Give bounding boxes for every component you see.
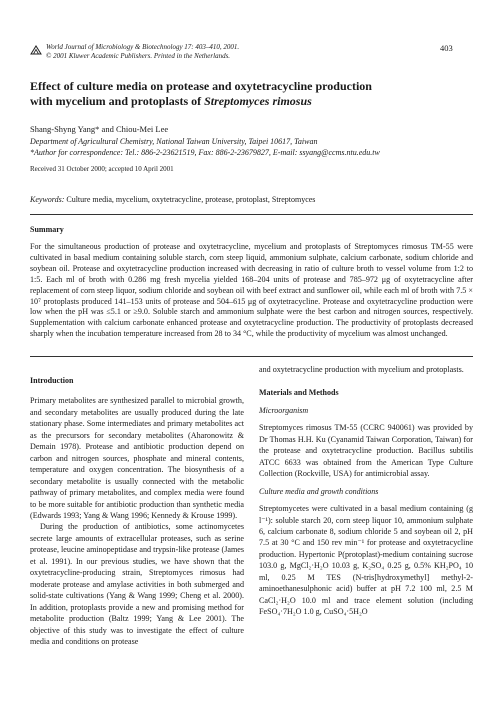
article-title: [30, 79, 460, 108]
title-species: Streptomyces rimosus: [204, 93, 312, 108]
culture-media-subheading: Culture media and growth conditions: [259, 486, 379, 496]
title-line-2: [30, 94, 460, 109]
introduction-heading: Introduction: [30, 376, 74, 385]
divider-bottom: [30, 356, 473, 357]
microorganism-subheading: Microorganism: [259, 405, 309, 415]
correspondence: *Author for correspondence: Tel.: 886-2-23621519, Fax: 886-2-23679827, E-mail: ssyang@ccms.ntu.edu.tw: [30, 147, 380, 157]
divider-top: [30, 214, 473, 215]
page-number: 403: [440, 43, 453, 53]
intro-paragraph-1: Primary metabolites are synthesized parallel to microbial growth, and secondary metabolites are usually produced during the late stationary phase. Some intermediates and primary metabolites act as the precursors for secondary metabolites (Aharonowitz & Demain 1978). Protease and antibiotic production depend on carbon and nitrogen sources, phosphate and mineral contents, temperature and oxygen concentration. The biosynthesis of a secondary metabolite is usually connected with the metabolic pathway of primary metabolites, and complex media were found to be more suitable for antibiotic production than synthetic media (Edwards 1993; Yang & Wang 1996; Kennedy & Krouse 1999).: [30, 396, 244, 520]
summary-text: For the simultaneous production of protease and oxytetracycline, mycelium and protoplasts of Streptomyces rimosus TM-55 were cultivated in basal medium containing soluble starch, corn steep liquid, ammonium sulphate, calcium carbonate, sodium chloride and soybean oil. Protease and oxytetracycline production increased with decreasing in ratio of culture broth to vessel volume from 1:2 to 1:5. Each ml of broth with 0.286 mg fresh mycelia yielded 168–204 units of protease and 785–972 μg of oxytetracycline after replacement of corn steep liquor, sodium chloride and soybean oil with beef extract and sunflower oil, while each ml of broth with 7.5 × 10⁷ protoplasts produced 141–153 units of protease and 504–615 μg of oxytetracycline. Protease and oxytetracycline production were low when the pH was ≤5.1 or ≥9.0. Soluble starch and ammonium sulphate were the best carbon and nitrogen sources, respectively. Supplementation with calcium carbonate enhanced protease and oxytetracycline production. The productivity of protoplasts decreased sharply when the incubation temperature increased from 28 to 34 °C, while the productivity of mycelium was almost unchanged.: [30, 242, 473, 339]
intro-paragraph-2: During the production of antibiotics, some actinomycetes secrete large amounts of extracellular proteases, such as serine protease, leucine aminopeptidase and trypsin-like protease (James et al. 1991). In our previous studies, we have shown that the oxytetracycline-producing strain, Streptomyces rimosus had moderate protease and amylase activities in both submerged and solid-state cultivations (Yang & Wang 1999; Cheng et al. 2000). In addition, protoplasts provide a new and promising method for metabolite production (Baltz 1999; Yang & Lee 2001). The objective of this study was to investigate the effect of culture media and conditions on protease: [30, 522, 244, 646]
copyright-line: © 2001 Kluwer Academic Publishers. Printed in the Netherlands.: [46, 51, 231, 60]
intro-continuation: and oxytetracycline production with mycelium and protoplasts.: [259, 365, 464, 374]
affiliation-block: [30, 137, 470, 158]
methods-heading: Materials and Methods: [259, 388, 339, 398]
title-line-2-prefix: with mycelium and protoplasts of: [30, 93, 205, 108]
title-line-1: Effect of culture media on protease and oxytetracycline production: [30, 79, 372, 93]
journal-line: World Journal of Microbiology & Biotechnology 17: 403–410, 2001.: [46, 43, 240, 51]
keywords-label: Keywords:: [30, 195, 65, 204]
summary-heading: Summary: [30, 225, 64, 234]
authors: Shang-Shyng Yang* and Chiou-Mei Lee: [30, 124, 169, 134]
publisher-logo-icon: [30, 44, 42, 56]
affiliation: Department of Agricultural Chemistry, National Taiwan University, Taipei 10617, Taiwan: [30, 137, 318, 146]
running-header: [46, 43, 366, 60]
keywords: [30, 195, 315, 204]
keywords-list: Culture media, mycelium, oxytetracycline, protease, protoplast, Streptomyces: [66, 195, 316, 204]
right-column: [259, 364, 473, 618]
microorganism-paragraph: Streptomyces rimosus TM-55 (CCRC 940061) was provided by Dr Thomas H.H. Ku (Cyanamid Taiwan Corporation, Taiwan) for the protease and oxytetracycline production. Bacillus subtilis ATCC 6633 was obtained from the American Type Culture Collection (Rockville, USA) for antimicrobial assay.: [259, 423, 473, 479]
culture-media-paragraph: Streptomycetes were cultivated in a basal medium containing (g l⁻¹): soluble starch 20, corn steep liquor 10, ammonium sulphate 6, calcium carbonate 8, sodium chloride 5 and soybean oil 2, pH 7.5 at 30 °C and 150 rev min⁻¹ for protease and oxytetracycline production. Hypertonic P(protoplast)-medium containing sucrose 103.0 g, MgCl₂·H₂O 10.03 g, K₂SO₄ 0.25 g, 0.5% KH₂PO₄ 10 ml, 0.25 M TES (N-tris[hydroxymethyl] methyl-2-aminoethanesulphonic acid) buffer at pH 7.2 100 ml, 2.5 M CaCl₂·H₂O 10.0 ml and trace element solution (including FeSO₄·7H₂O 1.0 g, CuSO₄·5H₂O: [259, 504, 473, 617]
left-column: [30, 375, 244, 647]
received-dates: Received 31 October 2000; accepted 10 April 2001: [30, 165, 174, 173]
